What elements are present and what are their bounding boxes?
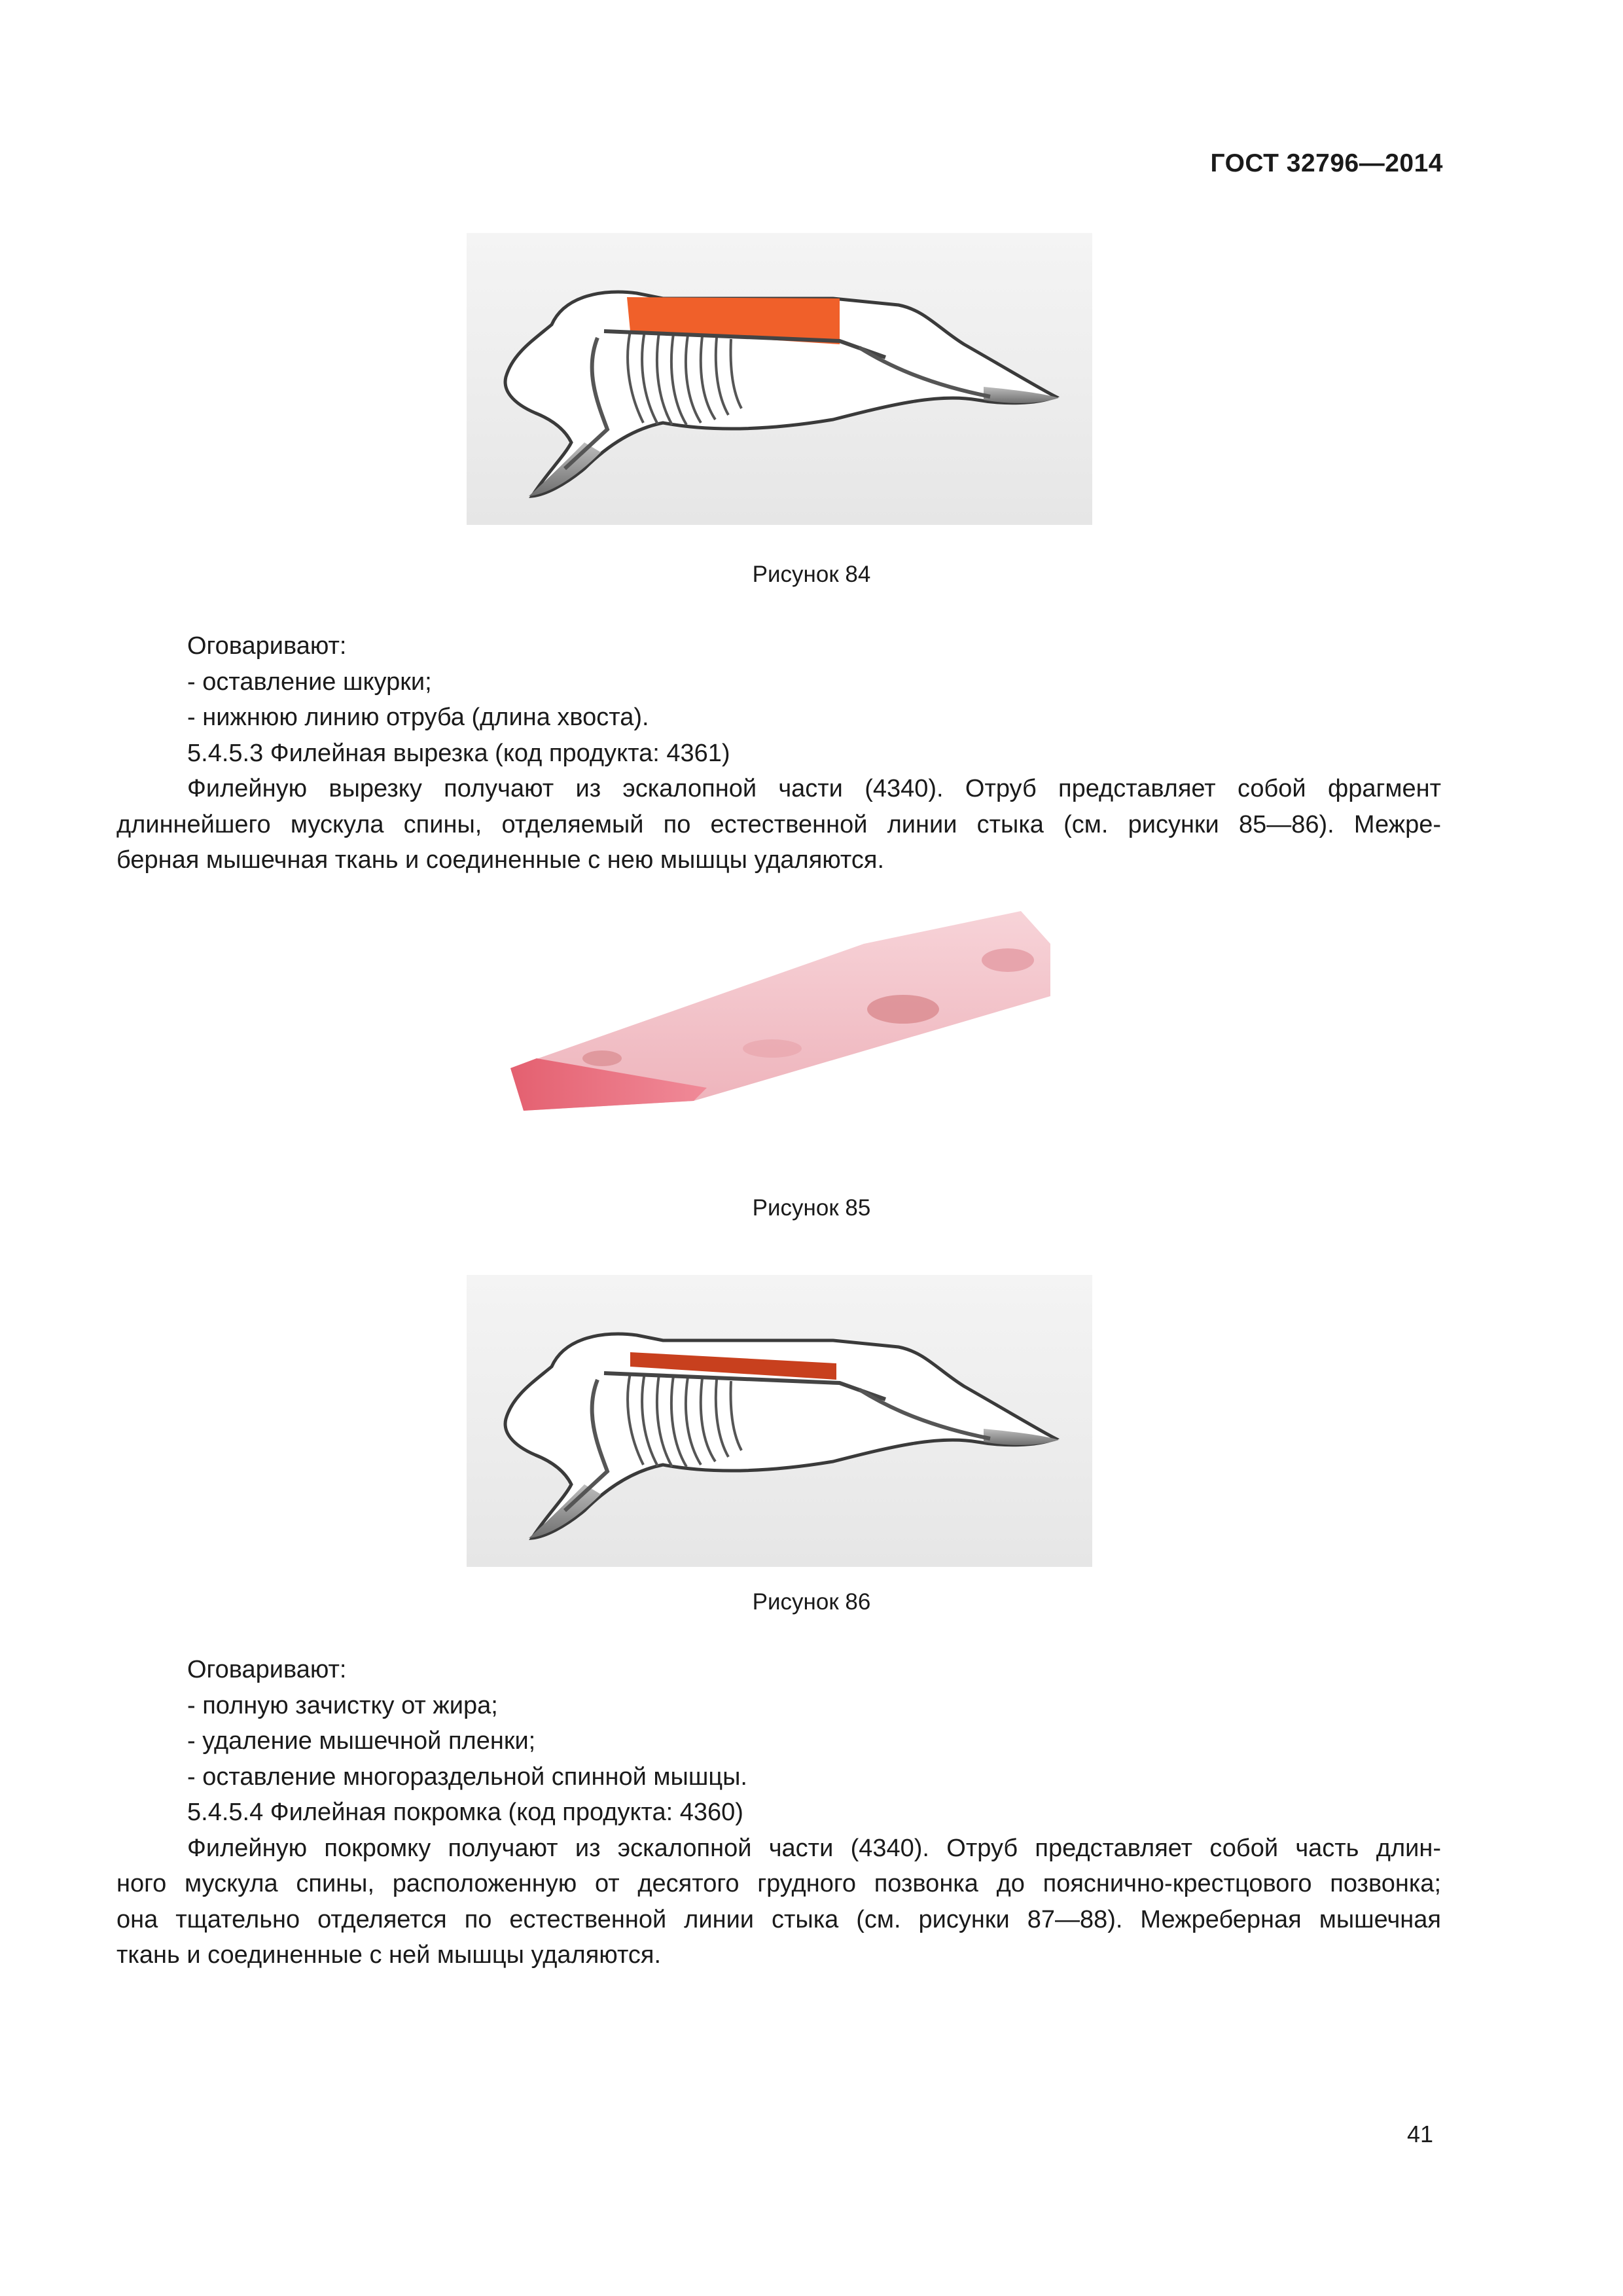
section-1-heading: 5.4.5.3 Филейная вырезка (код продукта: 4361) — [187, 739, 730, 767]
figure-86-carcass-diagram — [467, 1275, 1092, 1567]
figure-84-caption: Рисунок 84 — [752, 562, 871, 587]
figure-85-caption: Рисунок 85 — [752, 1195, 871, 1221]
section-2-item: - оставление многораздельной спинной мышцы. — [187, 1763, 747, 1791]
section-2-item: - удаление мышечной пленки; — [187, 1727, 536, 1755]
section-1-intro: Оговаривают: — [187, 632, 347, 660]
carcass-diagram-fig84 — [467, 233, 1092, 525]
document-standard-header: ГОСТ 32796—2014 — [1210, 149, 1443, 177]
section-1-paragraph-line: Филейную вырезку получают из эскалопной части (4340). Отруб представляет собой фрагмент — [187, 775, 1441, 802]
figure-86-caption: Рисунок 86 — [752, 1589, 871, 1615]
section-2-paragraph-line: ного мускула спины, расположенную от десятого грудного позвонка до пояснично-крестцового позвонка; — [116, 1870, 1441, 1897]
figure-84-carcass-diagram — [467, 233, 1092, 525]
section-2-paragraph-line: Филейную покромку получают из эскалопной части (4340). Отруб представляет собой часть длин- — [187, 1834, 1441, 1862]
section-1-paragraph-line: берная мышечная ткань и соединенные с нею мышцы удаляются. — [116, 846, 885, 874]
section-2-intro: Оговаривают: — [187, 1656, 347, 1683]
section-1-item: - оставление шкурки; — [187, 668, 432, 696]
section-1-paragraph-line: длиннейшего мускула спины, отделяемый по естественной линии стыка (см. рисунки 85—86). Межре- — [116, 810, 1441, 838]
section-1-text — [116, 628, 1441, 878]
section-2-paragraph-line: ткань и соединенные с ней мышцы удаляются. — [116, 1941, 662, 1969]
page-number: 41 — [1406, 2121, 1433, 2147]
section-2-text — [116, 1652, 1441, 1973]
figure-85-meat-photo — [497, 898, 1067, 1121]
section-1-item: - нижнюю линию отруба (длина хвоста). — [187, 704, 649, 731]
section-2-paragraph-line: она тщательно отделяется по естественной линии стыка (см. рисунки 87—88). Межреберная мышечная — [116, 1905, 1441, 1933]
meat-illustration — [497, 898, 1067, 1121]
carcass-diagram-fig86 — [467, 1275, 1092, 1567]
section-2-heading: 5.4.5.4 Филейная покромка (код продукта: 4360) — [187, 1799, 743, 1826]
section-2-item: - полную зачистку от жира; — [187, 1691, 498, 1719]
